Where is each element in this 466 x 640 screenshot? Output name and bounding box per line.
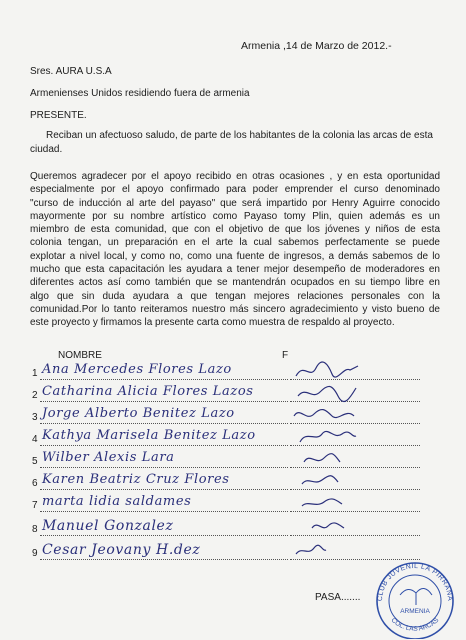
name-line — [40, 423, 288, 424]
body-paragraph — [30, 170, 440, 330]
row-number: 5 — [32, 456, 38, 467]
row-number: 8 — [32, 524, 38, 535]
body-line: algo que sin duda ayudara a que tengan mejores relaciones personales con la — [30, 290, 440, 302]
svg-text:COL. LAS ARCAS — [390, 616, 441, 632]
row-number: 6 — [32, 478, 38, 489]
row-number: 4 — [32, 434, 38, 445]
continue-note: PASA....... — [315, 592, 361, 603]
signature-row — [32, 518, 452, 536]
column-header-name: NOMBRE — [58, 350, 102, 361]
body-line: Queremos agradecer por el apoyo recibido en otras ocasiones , y en esta oportunidad — [30, 171, 440, 182]
recipient-line-2: Armenienses Unidos residiendo fuera de armenia — [30, 88, 250, 99]
row-number: 1 — [32, 368, 38, 379]
intro-line: ciudad. — [30, 144, 63, 155]
handwritten-name: Kathya Marisela Benitez Lazo — [42, 428, 256, 443]
signature-scribble — [292, 448, 362, 470]
club-stamp — [370, 555, 460, 639]
handwritten-name: marta lidia saldames — [42, 494, 192, 509]
letter-date: Armenia ,14 de Marzo de 2012.- — [241, 40, 392, 52]
name-line — [40, 401, 288, 402]
body-line: colonia tengan, un preparación en el arte la cual sabemos perfectamente se puede — [30, 237, 440, 249]
handwritten-name: Cesar Jeovany H.dez — [42, 542, 201, 558]
handwritten-name: Catharina Alicia Flores Lazos — [42, 384, 254, 399]
column-header-signature: F — [282, 350, 289, 361]
signature-scribble — [292, 516, 362, 538]
handwritten-name: Karen Beatriz Cruz Flores — [42, 472, 230, 487]
signature-scribble — [292, 540, 362, 562]
signature-row — [32, 384, 452, 402]
name-line — [40, 489, 288, 490]
name-line — [40, 511, 288, 512]
stamp-top-text: CLUB JUVENIL LA PIRRANA — [376, 562, 454, 602]
body-line: miembro de esta comunidad, que con el objetivo de que los jóvenes y niños de esta — [30, 224, 440, 236]
body-line: "curso de inducción al arte del payaso" que será impartido por Henry Aguirre conocido — [30, 197, 440, 209]
signature-row — [32, 450, 452, 468]
handwritten-name: Ana Mercedes Flores Lazo — [42, 362, 232, 377]
signature-row — [32, 494, 452, 512]
body-line: mucho que esta capacitación les ayudara a tener mejor desempeño de moderadores en — [30, 264, 440, 276]
signature-row — [32, 472, 452, 490]
salutation: PRESENTE. — [30, 110, 87, 121]
row-number: 7 — [32, 500, 38, 511]
intro-paragraph — [30, 129, 440, 157]
stamp-bottom-text: COL. LAS ARCAS — [389, 616, 441, 633]
name-line — [40, 535, 288, 536]
intro-line: Reciban un afectuoso saludo, de parte de los habitantes de la colonia las arcas de esta — [46, 130, 433, 141]
row-number: 2 — [32, 390, 38, 401]
stamp-center-text: ARMENIA — [400, 608, 430, 615]
handwritten-name: Manuel Gonzalez — [42, 518, 174, 534]
name-line — [40, 559, 288, 560]
signature-scribble — [292, 382, 362, 404]
name-line — [40, 467, 288, 468]
signature-scribble — [292, 492, 362, 514]
name-line — [40, 379, 288, 380]
signature-row — [32, 428, 452, 446]
handwritten-name: Jorge Alberto Benitez Lazo — [42, 406, 235, 421]
recipient-line-1: Sres. AURA U.S.A — [30, 66, 112, 77]
name-line — [40, 445, 288, 446]
signature-row — [32, 362, 452, 380]
body-line: especialmente por el apoyo confirmado para poder emprender el curso denominado — [30, 184, 440, 196]
handwritten-name: Wilber Alexis Lara — [42, 450, 175, 465]
body-line: diferentes actos así como también que se mantendrán ocupados en su tiempo libre en — [30, 277, 440, 289]
svg-text:CLUB JUVENIL LA PIRRANA — [377, 563, 453, 601]
body-line: explotar a nivel local, y como no, como una fuente de ingresos, a demás sabemos de lo — [30, 250, 440, 262]
row-number: 9 — [32, 548, 38, 559]
signature-scribble — [292, 404, 362, 426]
body-line: este proyecto y firmamos la presente carta como muestra de respaldo al proyecto. — [30, 317, 395, 329]
signature-scribble — [292, 360, 362, 382]
body-line: mayormente por su nombre artístico como Payaso tomy Plin, quien además es un — [30, 210, 440, 222]
body-line: comunidad.Por lo tanto reiteramos nuestro más sincero agradecimiento y visto bueno de — [30, 303, 440, 315]
row-number: 3 — [32, 412, 38, 423]
signature-scribble — [292, 426, 362, 448]
signature-row — [32, 406, 452, 424]
signature-scribble — [292, 470, 362, 492]
